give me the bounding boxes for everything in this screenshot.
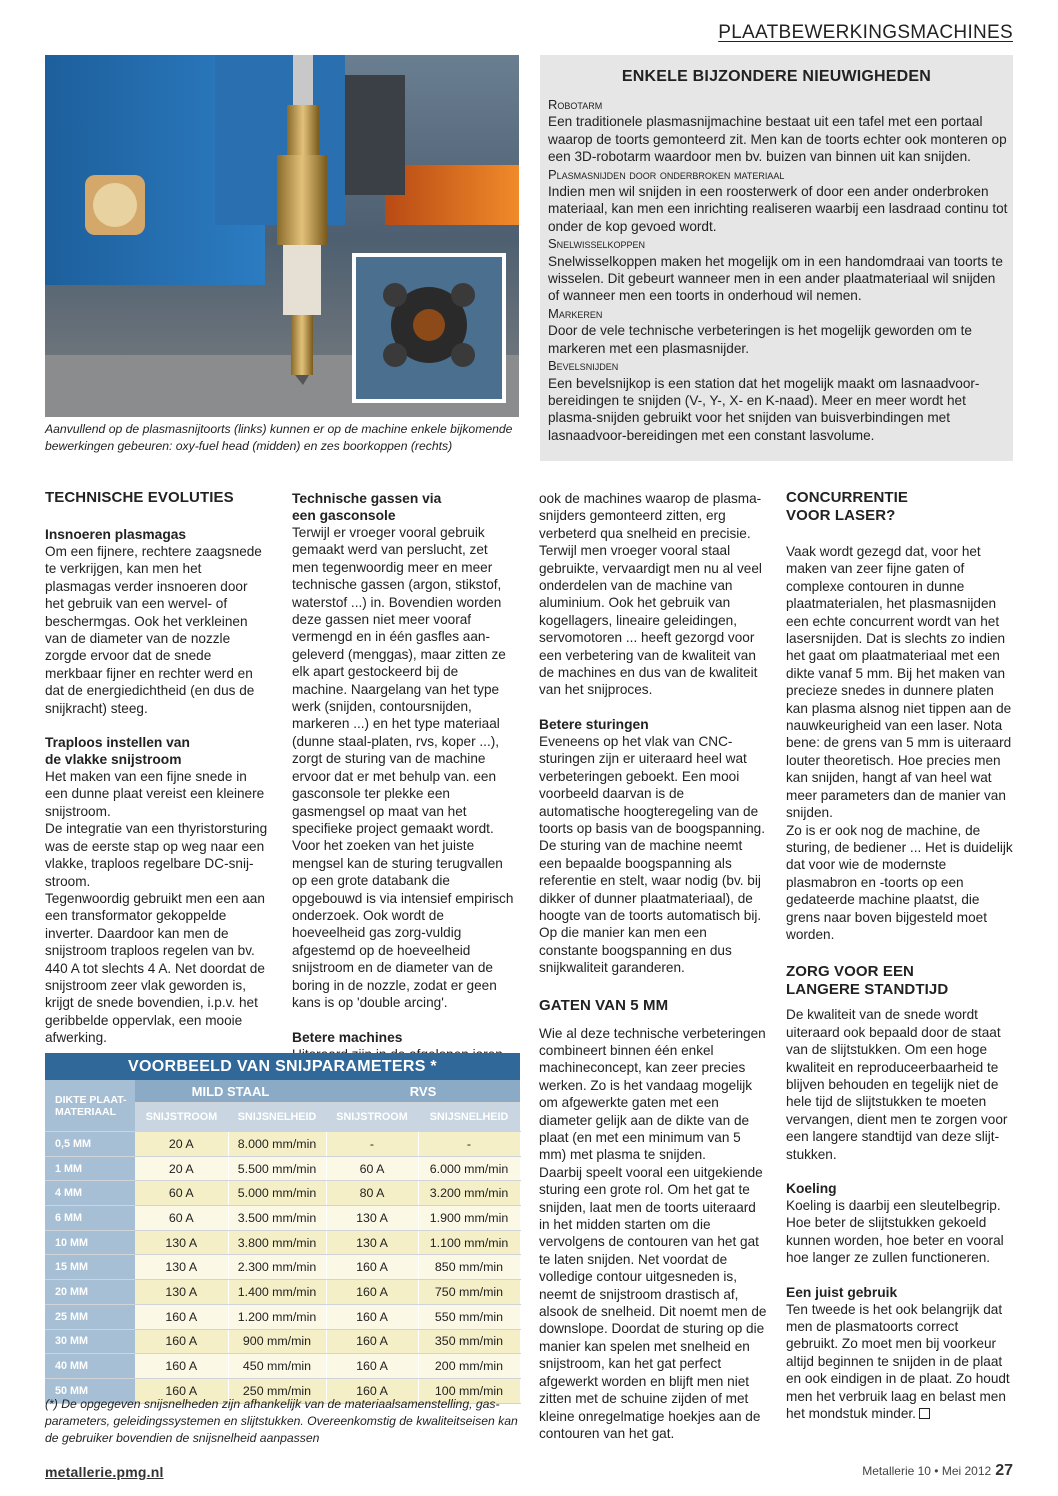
paragraph: Terwijl er vroeger vooral gebruik gemaakt werd van perslucht, zet men tegenwoordig meer en meer technische gassen (argon, stikstof, waterstof ...) in. Bovendien worden deze gassen niet meer vooraf vermengd en in één gasfles aan-geleverd (menggas), maar zitten ze elk apart gestockeerd bij de machine. Naargelang van het type werk (snijden, contoursnijden, markeren ...) en het type materiaal (dunne staal-platen, rvs, koper ...), zorgt de sturing van de machine ervoor dat er met behulp van. een gasconsole ter plekke een gasmengsel op maat van het specifieke project gemaakt wordt. Voor het zoeken van het juiste mengsel kan de sturing terugvallen op een grote databank die opgebouwd is via intensief empirisch onderzoek. Ook wordt de hoeveelheid gas zorg-vuldig afgestemd op de hoeveelheid snijstroom en de diameter van de boring in de nozzle, zodat er geen kans is op 'double arcing'. (292, 525, 514, 1010)
subheading-traploos: Traploos instellen van de vlakke snijstroom (45, 735, 190, 768)
news-item-heading: Robotarm (548, 97, 603, 112)
table-cell: 5.500 mm/min (228, 1156, 326, 1181)
news-item-text: Indien men wil snijden in een roosterwerk of door een ander onderbroken materiaal, kan men een inrichting realiseren waarbij een lasdraad continu tot onder de kop gevoed wordt. (548, 184, 1008, 234)
paragraph: Wie al deze technische verbeteringen combineert binnen één enkel machineconcept, kan zeer precies werken. Zo is het vandaag mogelijk om afgewerkte gaten met een diameter gelijk aan de dikte van de plaat (en met een minimum van 5 mm) met plasma te snijden. (539, 1025, 766, 1163)
row-label: 30 MM (45, 1329, 135, 1354)
table-cell: 80 A (326, 1181, 418, 1206)
paragraph: Eveneens op het vlak van CNC-sturingen zijn er uiteraard heel wat verbeteringen geboekt. Een mooi voorbeeld daarvan is de automatische hoogteregeling van de toorts op basis van de boogspanning. De sturing van de machine neemt een bepaalde boogspanning als referentie en stelt, waar nodig (bv. bij dikker of dunner plaatmateriaal), de hoogte van de toorts automatisch bij. Op die manier kan men een constante boogspanning en dus snijkwaliteit garanderen. (539, 733, 765, 976)
footer-issue-label: Metallerie 10 • Mei 2012 (862, 1464, 992, 1478)
table-cell: 1.100 mm/min (418, 1230, 520, 1255)
table-cell: 350 mm/min (418, 1329, 520, 1354)
table-cell: 200 mm/min (418, 1354, 520, 1379)
paragraph (786, 1301, 1013, 1423)
table-cell: 750 mm/min (418, 1280, 520, 1305)
column-header: SNIJSTROOM (135, 1103, 228, 1132)
news-item-heading: Bevelsnijden (548, 358, 619, 374)
row-label: 20 MM (45, 1280, 135, 1305)
table-cell: 850 mm/min (418, 1255, 520, 1280)
row-label: 10 MM (45, 1230, 135, 1255)
dikte-header: DIKTE PLAAT- MATERIAAL (45, 1080, 135, 1132)
end-mark-icon (919, 1408, 930, 1419)
paragraph: Daarbij speelt vooral een uitgekiende sturing een grote rol. Om het gat te snijden, laat men de toorts uiteraard in het midden starten om die vervolgens de contouren van het gat te laten snijden. Net voordat de volledige contour uitgesneden is, neemt de snijstroom drastisch af, alsook de snelheid. Dit noemt men de downslope. Doordat de sturing op die manier kan spelen met snelheid en snijstroom, kan het gat perfect afgewerkt worden en blijft men niet zitten met de schuine zijden of met kleine onregelmatige hoekjes aan de contouren van het gat. (539, 1164, 767, 1441)
table-cell: 1.400 mm/min (228, 1280, 326, 1305)
row-label: 50 MM (45, 1378, 135, 1403)
news-item-heading: Snelwisselkoppen (548, 236, 646, 252)
table-row (45, 1181, 520, 1206)
table-cell: 130 A (326, 1206, 418, 1231)
plasma-torch-illustration (45, 55, 519, 417)
table-cell: 160 A (135, 1354, 228, 1379)
row-label: 1 MM (45, 1156, 135, 1181)
table-cell: 130 A (326, 1230, 418, 1255)
paragraph: Om een fijnere, rechtere zaagsnede te verkrijgen, kan men het plasmagas verder insnoeren door het gebruik van een wervel- of beschermgas. Ook het verkleinen van de diameter van de nozzle zorgde ervoor dat de snede merkbaar fijner en rechter werd en dat de energiedichtheid (en dus de snijkracht) steeg. (45, 544, 262, 716)
footer-issue (862, 1462, 1013, 1480)
table-cell: 130 A (135, 1280, 228, 1305)
table-cell: 6.000 mm/min (418, 1156, 520, 1181)
paragraph: Tegenwoordig gebruikt men een aan een transformator gekoppelde inverter. Daardoor kan men de snijstroom traploos regelen van bv. 440 A tot slechts 4 A. Net doordat de snijstroom zeer vlak geworden is, krijgt de snede bovendien, i.p.v. het geribbelde oppervlak, een mooie afwerking. (45, 890, 265, 1046)
paragraph: Het maken van een fijne snede in een dunne plaat vereist een kleinere snijstroom. (45, 769, 265, 819)
table-group-header-row (45, 1080, 520, 1103)
news-box-body (548, 96, 1010, 444)
table-cell: 160 A (135, 1378, 228, 1403)
table-cell: 160 A (326, 1280, 418, 1305)
table-row (45, 1230, 520, 1255)
table-cell: 60 A (135, 1181, 228, 1206)
news-item-heading: Plasmasnijden door onderbroken materiaal (548, 166, 785, 182)
parameters-grid (45, 1080, 521, 1404)
table-cell: 160 A (326, 1304, 418, 1329)
table-cell: 60 A (135, 1206, 228, 1231)
table-cell: 1.200 mm/min (228, 1304, 326, 1329)
photo-caption: Aanvullend op de plasmasnijtoorts (links) kunnen er op de machine enkele bijkomende bewerkingen gebeuren: oxy-fuel head (midden) en zes boorkoppen (rechts) (45, 422, 513, 453)
subheading-juist-gebruik: Een juist gebruik (786, 1284, 898, 1300)
paragraph: Vaak wordt gezegd dat, voor het maken van zeer fijne gaten of complexe contouren in dunne plaatmaterialen, het plasmasnijden een echte concurrent wordt van het lasersnijden. Dat is slechts zo indien het gaat om plaatmateriaal met een dikte vanaf 5 mm. Bij het maken van precieze snedes in dunnere platen kan plasma alsnog niet tippen aan de nauwkeurigheid van een laser. Nota bene: de grens van 5 mm is uiteraard louter theoretisch. Hoe precies men kan snijden, hangt af van heel wat meer parameters dan de manier van snijden. (786, 544, 1012, 821)
paragraph: De kwaliteit van de snede wordt uiteraard ook bepaald door de staat van de slijtstukken. Om een hoge kwaliteit en reproduceerbaarheid te blijven behouden en tegelijk niet de hele tijd de slijtstukken te moeten vervangen, dient men te zorgen voor een langere standtijd van deze slijt-stukken. (786, 1007, 1008, 1162)
row-label: 4 MM (45, 1181, 135, 1206)
table-cell: 3.500 mm/min (228, 1206, 326, 1231)
section-header: PLAATBEWERKINGSMACHINES (718, 22, 1013, 43)
table-row (45, 1132, 520, 1157)
subheading-insnoeren: Insnoeren plasmagas (45, 527, 187, 542)
paragraph: Zo is er ook nog de machine, de sturing, de bediener ... Het is duidelijk dat voor wie de modernste plasmabron en -toorts op een gedateerde machine plaatst, die grens naar boven bijgesteld moet worden. (786, 822, 1013, 942)
table-cell: 20 A (135, 1132, 228, 1157)
news-item-heading: Markeren (548, 305, 603, 321)
table-row (45, 1304, 520, 1329)
table-cell: 130 A (135, 1255, 228, 1280)
table-cell: 1.900 mm/min (418, 1206, 520, 1231)
table-cell: 160 A (135, 1329, 228, 1354)
table-cell: 8.000 mm/min (228, 1132, 326, 1157)
footer-url-link[interactable]: metallerie.pmg.nl (45, 1464, 164, 1480)
page-number: 27 (995, 1462, 1013, 1479)
column-3 (539, 490, 767, 1442)
table-cell: 100 mm/min (418, 1378, 520, 1403)
column-2 (292, 490, 517, 1064)
table-cell: 2.300 mm/min (228, 1255, 326, 1280)
heading-standtijd: ZORG VOOR EEN LANGERE STANDTIJD (786, 963, 949, 999)
subheading-technische-gassen: Technische gassen via een gasconsole (292, 491, 442, 523)
row-label: 6 MM (45, 1206, 135, 1231)
paragraph: ook de machines waarop de plasma-snijders gemonteerd zitten, erg verbeterd qua snelheid en precisie. Terwijl men vroeger vooral staal gebruikte, vervaardigt men nu al veel onderdelen van de machine van aluminium. Ook het gebruik van kogellagers, lineaire geleidingen, servomotoren ... heeft gezorgd voor een verbetering van de kwaliteit van de machines en dus van de kwaliteit van het snijproces. (539, 491, 762, 698)
heading-gaten-van-5mm: GATEN VAN 5 MM (539, 996, 669, 1014)
news-item-text: Een traditionele plasmasnijmachine bestaat uit een tafel met een portaal waarop de toorts gemonteerd zit. Men kan de toorts echter ook monteren op een 3D-robotarm waardoor men bv. buizen van binnen uit kan snijden. (548, 114, 1007, 165)
table-cell: 900 mm/min (228, 1329, 326, 1354)
table-cell: 160 A (135, 1304, 228, 1329)
column-4 (786, 489, 1013, 1422)
column-header: SNIJSTROOM (326, 1103, 418, 1132)
table-cell: 160 A (326, 1378, 418, 1403)
table-cell: 550 mm/min (418, 1304, 520, 1329)
table-footnote: (*) De opgegeven snijsnelheden zijn afhankelijk van de materiaalsamenstelling, gas-parameters, geleidingssystemen en slijtstukken. Overeenkomstig de kwaliteitseisen kan de gebruiker bovendien de snijsnelheid aanpassen (45, 1397, 518, 1445)
heading-concurrentie: CONCURRENTIE VOOR LASER? (786, 489, 909, 524)
heading-technische-evoluties: TECHNISCHE EVOLUTIES (45, 489, 234, 506)
table-cell: 3.800 mm/min (228, 1230, 326, 1255)
subheading-betere-sturingen: Betere sturingen (539, 716, 649, 732)
group-header-mild-staal: MILD STAAL (135, 1080, 326, 1103)
row-label: 25 MM (45, 1304, 135, 1329)
table-cell: 3.200 mm/min (418, 1181, 520, 1206)
column-header: SNIJSNELHEID (228, 1103, 326, 1132)
table-cell: 250 mm/min (228, 1378, 326, 1403)
paragraph: Koeling is daarbij een sleutelbegrip. Hoe beter de slijtstukken gekoeld kunnen worden, hoe beter en vooral hoe langer ze zullen functioneren. (786, 1198, 1004, 1266)
news-item-text: Snelwisselkoppen maken het mogelijk om in een handomdraai van toorts te wisselen. Dit gebeurt wanneer men in een ander plaatmateriaal wil snijden of wanneer men een toorts in onderhoud wil nemen. (548, 253, 1003, 304)
column-header: SNIJSNELHEID (418, 1103, 520, 1132)
table-row (45, 1206, 520, 1231)
group-header-rvs: RVS (326, 1080, 520, 1103)
table-cell: - (326, 1132, 418, 1157)
news-box (540, 55, 1013, 461)
row-label: 0,5 MM (45, 1132, 135, 1157)
plasma-torch-photo (45, 55, 519, 417)
column-1 (45, 489, 270, 1047)
table-cell: 20 A (135, 1156, 228, 1181)
row-label: 40 MM (45, 1354, 135, 1379)
table-cell: - (418, 1132, 520, 1157)
table-title: VOORBEELD VAN SNIJPARAMETERS * (45, 1053, 520, 1080)
table-row (45, 1280, 520, 1305)
news-box-title: ENKELE BIJZONDERE NIEUWIGHEDEN (621, 68, 932, 85)
table-row (45, 1156, 520, 1181)
table-cell: 450 mm/min (228, 1354, 326, 1379)
table-cell: 160 A (326, 1354, 418, 1379)
table-cell: 130 A (135, 1230, 228, 1255)
snijparameters-table (45, 1053, 520, 1404)
paragraph-text: Ten tweede is het ook belangrijk dat men de plasmatoorts correct gebruikt. Zo moet men bij voorkeur altijd beginnen te snijden in de plaat en ook eindigen in de plaat. Zo houdt men het verbruik laag en belast men het mondstuk minder. (786, 1301, 1010, 1422)
subheading-betere-machines: Betere machines (292, 1030, 403, 1046)
table-cell: 5.000 mm/min (228, 1181, 326, 1206)
table-row (45, 1354, 520, 1379)
table-cell: 160 A (326, 1255, 418, 1280)
news-item-text: Door de vele technische verbeteringen is het mogelijk geworden om te markeren met een plasmasnijder. (548, 323, 972, 356)
table-row (45, 1255, 520, 1280)
paragraph: De integratie van een thyristorsturing was de eerste stap op weg naar een vlakke, traploos regelbare DC-snij-stroom. (45, 821, 268, 889)
subheading-koeling: Koeling (786, 1181, 837, 1196)
row-label: 15 MM (45, 1255, 135, 1280)
table-cell: 60 A (326, 1156, 418, 1181)
table-row (45, 1329, 520, 1354)
table-cell: 160 A (326, 1329, 418, 1354)
news-item-text: Een bevelsnijkop is een station dat het mogelijk maakt om lasnaadvoor-bereidingen te snijden (V-, Y-, X- en K-naad). Meer en meer wordt het plasma-snijden gebruikt voor het snijden van buisverbindingen met lasnaadvoor-bereidingen met een constant lasvolume. (548, 375, 980, 443)
